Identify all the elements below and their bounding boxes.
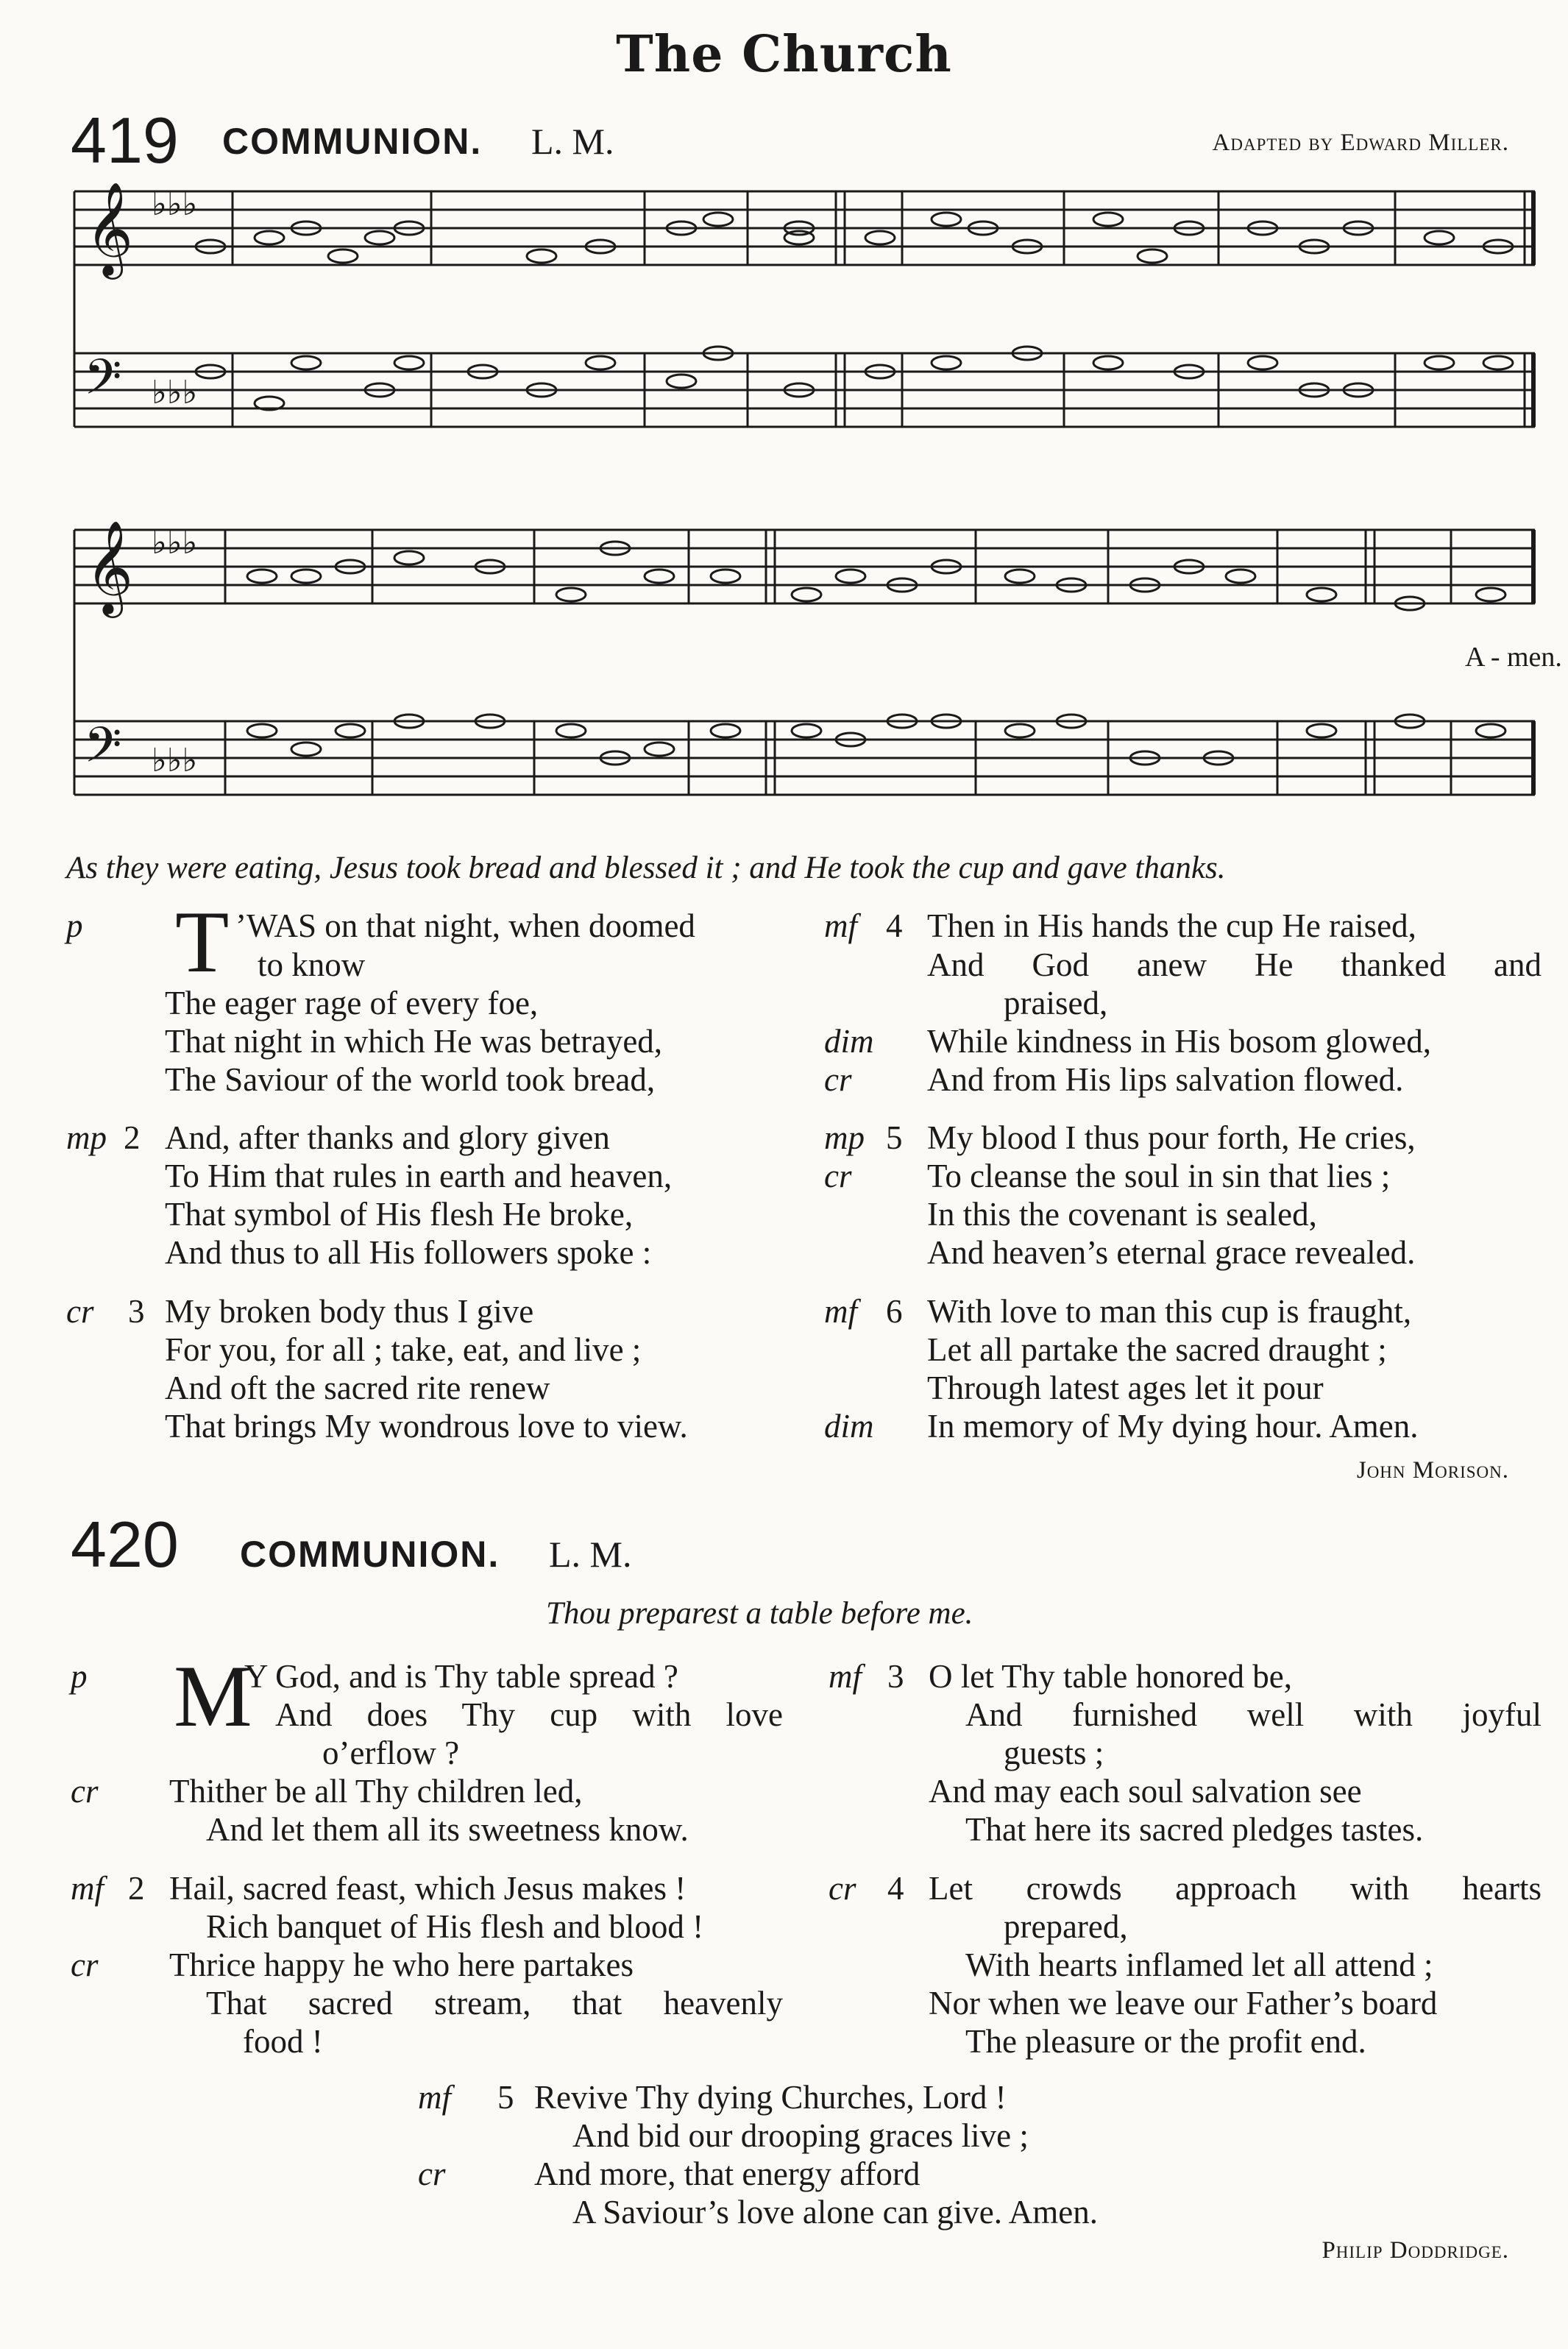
verse-line: food !	[243, 2023, 323, 2060]
verse-line: And from His lips salvation flowed.	[927, 1061, 1404, 1098]
stanza-number: 4	[886, 907, 903, 944]
hymn-419-attribution: Adapted by Edward Miller.	[1212, 130, 1509, 156]
verse-line: For you, for all ; take, eat, and live ;	[165, 1331, 642, 1368]
verse-line: ’WAS on that night, when doomed	[235, 907, 695, 944]
drop-cap: T	[175, 893, 230, 991]
dynamic-mark: cr	[824, 1158, 852, 1194]
stanza-number: 5	[497, 2079, 514, 2116]
verse-line: o’erflow ?	[322, 1735, 460, 1771]
verse-line: And oft the sacred rite renew	[165, 1370, 550, 1406]
stanza-number: 6	[886, 1293, 903, 1330]
verse-line: That symbol of His flesh He broke,	[165, 1196, 634, 1233]
staff-lines	[74, 191, 1535, 427]
hymn-420-tune: COMMUNION.	[240, 1534, 500, 1575]
hymn-420-meter: L. M.	[549, 1534, 632, 1575]
music-score-system-1	[71, 169, 1539, 449]
stanza-number: 3	[128, 1293, 145, 1330]
svg-text:♭♭♭: ♭♭♭	[152, 743, 198, 779]
dynamic-mark: cr	[66, 1293, 94, 1330]
verse-line: Thither be all Thy children led,	[169, 1773, 583, 1810]
hymn-419-number: 419	[71, 104, 179, 177]
dynamic-mark: cr	[71, 1946, 99, 1983]
hymn-419-epigraph: As they were eating, Jesus took bread and blessed it ; and He took the cup and gave thanks.	[66, 851, 1226, 885]
notes	[196, 213, 1513, 410]
verse-line: Nor when we leave our Father’s board	[929, 1985, 1438, 2022]
amen-lyric: A - men.	[1465, 642, 1562, 673]
dynamic-mark: cr	[824, 1061, 852, 1098]
verse-line: That night in which He was betrayed,	[165, 1023, 663, 1060]
stanza-number: 4	[887, 1870, 904, 1907]
verse-line: While kindness in His bosom glowed,	[927, 1023, 1431, 1060]
dynamic-mark: mf	[824, 907, 857, 944]
verse-line: Rich banquet of His flesh and blood !	[206, 1908, 704, 1945]
verse-line: Then in His hands the cup He raised,	[927, 907, 1416, 944]
verse-line: And does Thy cup with love	[275, 1696, 783, 1733]
stanza-number: 3	[887, 1658, 904, 1695]
verse-line: The Saviour of the world took bread,	[165, 1061, 656, 1098]
verse-line: In this the covenant is sealed,	[927, 1196, 1317, 1233]
verse-line: My blood I thus pour forth, He cries,	[927, 1119, 1416, 1156]
dynamic-mark: mp	[66, 1119, 107, 1156]
bass-clef-icon: 𝄢	[84, 717, 122, 785]
key-signature-icon: ♭♭♭	[152, 186, 198, 222]
dynamic-mark: dim	[824, 1023, 874, 1060]
verse-line: Hail, sacred feast, which Jesus makes !	[169, 1870, 687, 1907]
verse-line: My broken body thus I give	[165, 1293, 534, 1330]
verse-line: And bid our drooping graces live ;	[572, 2117, 1029, 2154]
page-header: The Church	[616, 25, 952, 84]
hymn-419-author: John Morison.	[1356, 1457, 1509, 1484]
dynamic-mark: mf	[418, 2079, 451, 2116]
verse-line: Through latest ages let it pour	[927, 1370, 1324, 1406]
treble-clef-icon: 𝄞	[85, 181, 134, 275]
verse-line: And, after thanks and glory given	[165, 1119, 610, 1156]
verse-line: And thus to all His followers spoke :	[165, 1234, 652, 1271]
verse-line: With hearts inflamed let all attend ;	[965, 1946, 1433, 1983]
verse-line: To cleanse the soul in sin that lies ;	[927, 1158, 1391, 1194]
verse-line: Let crowds approach with hearts	[929, 1870, 1542, 1907]
dynamic-mark: mf	[71, 1870, 104, 1907]
stanza-number: 2	[124, 1119, 141, 1156]
dynamic-mark: mf	[824, 1293, 857, 1330]
hymn-419-tune: COMMUNION.	[222, 121, 483, 162]
verse-line: Thrice happy he who here partakes	[169, 1946, 634, 1983]
treble-clef-icon: 𝄞	[85, 520, 134, 614]
dynamic-mark: cr	[829, 1870, 856, 1907]
verse-line: With love to man this cup is fraught,	[927, 1293, 1412, 1330]
verse-line: A Saviour’s love alone can give. Amen.	[572, 2194, 1099, 2231]
verse-line: In memory of My dying hour. Amen.	[927, 1408, 1419, 1445]
bass-clef-icon: 𝄢	[84, 349, 122, 417]
verse-line: And may each soul salvation see	[929, 1773, 1362, 1810]
verse-line: And God anew He thanked and	[927, 946, 1542, 983]
verse-line: Revive Thy dying Churches, Lord !	[534, 2079, 1007, 2116]
verse-line: And let them all its sweetness know.	[206, 1811, 689, 1848]
dynamic-mark: p	[66, 907, 83, 944]
verse-line: Let all partake the sacred draught ;	[927, 1331, 1387, 1368]
music-score-system-2	[71, 508, 1562, 817]
dynamic-mark: cr	[418, 2155, 446, 2192]
verse-line: That here its sacred pledges tastes.	[965, 1811, 1424, 1848]
hymn-420-epigraph: Thou preparest a table before me.	[546, 1596, 973, 1631]
dynamic-mark: p	[71, 1658, 88, 1695]
verse-line: prepared,	[1004, 1908, 1128, 1945]
verse-line: Y God, and is Thy table spread ?	[244, 1658, 678, 1695]
verse-line: The pleasure or the profit end.	[965, 2023, 1366, 2060]
verse-line: That sacred stream, that heavenly	[206, 1985, 783, 2022]
stanza-number: 2	[128, 1870, 145, 1907]
verse-line: praised,	[1004, 985, 1108, 1021]
verse-line: And more, that energy afford	[534, 2155, 920, 2192]
key-signature-icon: ♭♭♭	[152, 525, 198, 561]
stanza-number: 5	[886, 1119, 903, 1156]
dynamic-mark: cr	[71, 1773, 99, 1810]
hymn-420-number: 420	[71, 1508, 179, 1581]
dynamic-mark: dim	[824, 1408, 874, 1445]
dynamic-mark: mf	[829, 1658, 862, 1695]
svg-text:♭♭♭: ♭♭♭	[152, 375, 198, 411]
verse-line: And furnished well with joyful	[965, 1696, 1542, 1733]
verse-line: And heaven’s eternal grace revealed.	[927, 1234, 1416, 1271]
verse-line: The eager rage of every foe,	[165, 985, 539, 1021]
verse-line: to know	[258, 946, 366, 983]
verse-line: That brings My wondrous love to view.	[165, 1408, 688, 1445]
hymn-420-author: Philip Doddridge.	[1322, 2237, 1509, 2264]
verse-line: guests ;	[1004, 1735, 1104, 1771]
verse-line: To Him that rules in earth and heaven,	[165, 1158, 673, 1194]
dynamic-mark: mp	[824, 1119, 865, 1156]
hymn-419-meter: L. M.	[531, 121, 614, 162]
verse-line: O let Thy table honored be,	[929, 1658, 1293, 1695]
drop-cap: M	[174, 1647, 252, 1745]
